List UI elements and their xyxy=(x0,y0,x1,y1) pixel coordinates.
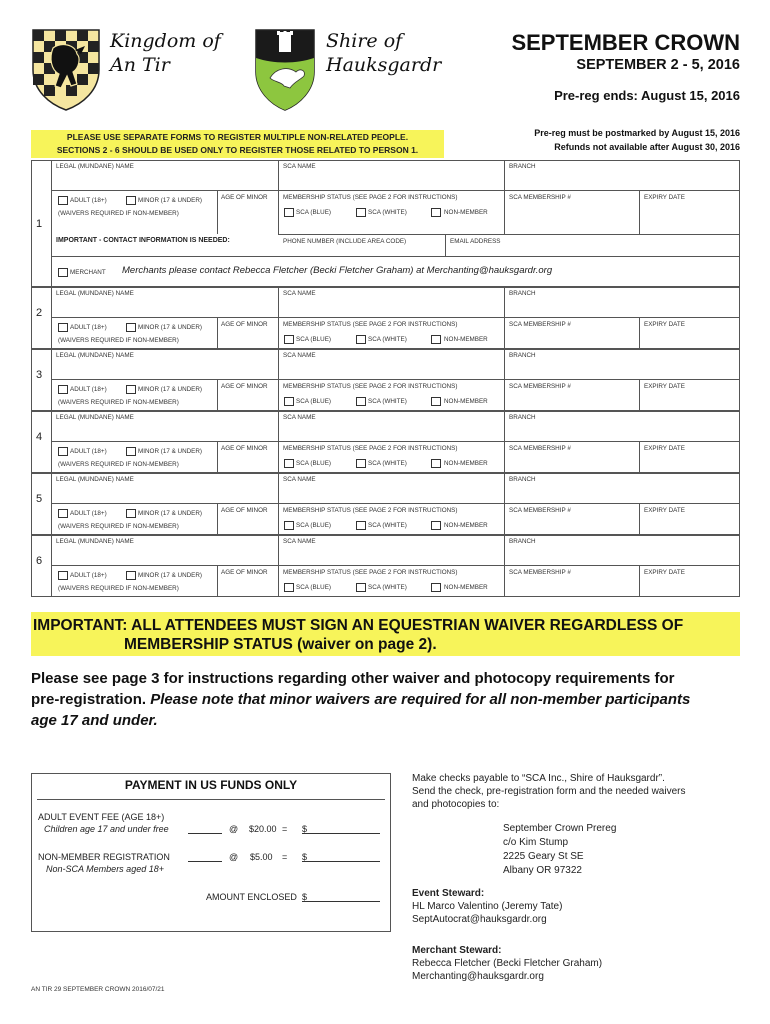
section-3-non-member-label: NON-MEMBER xyxy=(444,398,488,405)
section-4-expiry-divider xyxy=(639,442,640,473)
section-3-name-divider-2 xyxy=(504,349,505,379)
section-4-legal-name-label: LEGAL (MUNDANE) NAME xyxy=(56,414,134,421)
merchant-steward-email[interactable]: Merchanting@hauksgardr.org xyxy=(412,971,544,982)
section-2-age-of-minor-label: AGE OF MINOR xyxy=(221,321,268,328)
amount-enclosed-field[interactable] xyxy=(302,891,380,902)
section-5-sca-membership-no-label: SCA MEMBERSHIP # xyxy=(509,507,571,514)
shire-title-line-1: Shire of xyxy=(326,30,403,52)
section-1-phone-label: PHONE NUMBER (INCLUDE AREA CODE) xyxy=(283,238,407,245)
check-instructions xyxy=(412,772,732,811)
check-instructions-line-3: and photocopies to: xyxy=(412,799,500,810)
section-1-legal-name-label: LEGAL (MUNDANE) NAME xyxy=(56,163,134,170)
address-line-3: 2225 Geary St SE xyxy=(503,851,584,862)
nonmember-label: NON-MEMBER REGISTRATION xyxy=(38,852,170,862)
section-5-expiry-divider xyxy=(639,504,640,535)
section-4-number-divider xyxy=(51,411,52,473)
section-1-branch-label: BRANCH xyxy=(509,163,536,170)
section-2-non-member-label: NON-MEMBER xyxy=(444,336,488,343)
section-2-adult-checkbox[interactable] xyxy=(58,323,68,332)
section-1-sca-blue-label: SCA (BLUE) xyxy=(296,209,331,216)
section-4-sca-blue-checkbox[interactable] xyxy=(284,459,294,468)
section-1-phone-divider xyxy=(445,234,446,256)
section-5-age-of-minor-label: AGE OF MINOR xyxy=(221,507,268,514)
adult-at: @ xyxy=(229,824,239,834)
section-6-sca-blue-label: SCA (BLUE) xyxy=(296,584,331,591)
section-2-age-divider-left xyxy=(217,318,218,349)
section-6-legal-name-label: LEGAL (MUNDANE) NAME xyxy=(56,538,134,545)
section-5-expiry-label: EXPIRY DATE xyxy=(644,507,685,514)
section-1-age-of-minor-label: AGE OF MINOR xyxy=(221,194,268,201)
section-4-age-of-minor-label: AGE OF MINOR xyxy=(221,445,268,452)
section-3-number: 3 xyxy=(36,369,43,381)
adult-qty-field[interactable] xyxy=(188,823,222,834)
section-6-age-of-minor-label: AGE OF MINOR xyxy=(221,569,268,576)
section-3-sca-blue-label: SCA (BLUE) xyxy=(296,398,331,405)
separate-forms-notice xyxy=(31,130,444,158)
section-2-minor-label: MINOR (17 & UNDER) xyxy=(138,324,203,331)
page3-note-line-3: age 17 and under. xyxy=(31,712,158,729)
section-6-sca-blue-checkbox[interactable] xyxy=(284,583,294,592)
section-3-membership-divider xyxy=(504,380,505,411)
section-1-sca-white-label: SCA (WHITE) xyxy=(368,209,407,216)
section-6-branch-label: BRANCH xyxy=(509,538,536,545)
nonmember-dollar: $ xyxy=(302,852,308,862)
section-4-membership-label: MEMBERSHIP STATUS (SEE PAGE 2 FOR INSTRUCTIONS) xyxy=(283,445,458,452)
section-1-waivers-label: (WAIVERS REQUIRED IF NON-MEMBER) xyxy=(58,210,179,217)
section-6-name-divider-1 xyxy=(278,535,279,565)
shire-title-line-2: Hauksgardr xyxy=(326,54,442,76)
section-4-age-divider-left xyxy=(217,442,218,473)
section-6-expiry-divider xyxy=(639,566,640,597)
footer: AN TIR 29 SEPTEMBER CROWN 2016/07/21 xyxy=(31,986,165,993)
section-1-name-divider-1 xyxy=(278,160,279,190)
section-1-contact-row-top xyxy=(278,234,740,235)
section-3-branch-label: BRANCH xyxy=(509,352,536,359)
section-1-email-label: EMAIL ADDRESS xyxy=(450,238,501,245)
section-3-expiry-label: EXPIRY DATE xyxy=(644,383,685,390)
section-3-sca-membership-no-label: SCA MEMBERSHIP # xyxy=(509,383,571,390)
section-2-minor-checkbox[interactable] xyxy=(126,323,136,332)
section-2-expiry-label: EXPIRY DATE xyxy=(644,321,685,328)
section-2-sca-white-checkbox[interactable] xyxy=(356,335,366,344)
merchant-steward-label: Merchant Steward: xyxy=(412,945,502,956)
section-4-sca-white-checkbox[interactable] xyxy=(356,459,366,468)
amount-enclosed-dollar: $ xyxy=(302,892,308,902)
section-5-sca-blue-label: SCA (BLUE) xyxy=(296,522,331,529)
section-1-non-member-checkbox[interactable] xyxy=(431,208,441,217)
section-5-number: 5 xyxy=(36,493,43,505)
section-6-name-row-bottom xyxy=(51,565,740,566)
section-6-sca-white-label: SCA (WHITE) xyxy=(368,584,407,591)
nonmember-at: @ xyxy=(229,852,239,862)
payment-title-divider xyxy=(37,799,385,800)
section-6-adult-label: ADULT (18+) xyxy=(70,572,107,579)
section-3-name-row-bottom xyxy=(51,379,740,380)
section-3-sca-blue-checkbox[interactable] xyxy=(284,397,294,406)
page3-note-line-2b: Please note that minor waivers are required for all non-member participants xyxy=(150,691,691,708)
section-2-non-member-checkbox[interactable] xyxy=(431,335,441,344)
section-3-number-divider xyxy=(51,349,52,411)
section-6-expiry-label: EXPIRY DATE xyxy=(644,569,685,576)
section-1-minor-checkbox[interactable] xyxy=(126,196,136,205)
address-line-2: c/o Kim Stump xyxy=(503,837,569,848)
page3-note-line-2a: pre-registration. xyxy=(31,691,151,708)
section-2-legal-name-label: LEGAL (MUNDANE) NAME xyxy=(56,290,134,297)
section-6-number-divider xyxy=(51,535,52,597)
section-6-adult-checkbox[interactable] xyxy=(58,571,68,580)
section-3-minor-label: MINOR (17 & UNDER) xyxy=(138,386,203,393)
section-5-number-divider xyxy=(51,473,52,535)
section-1-adult-checkbox[interactable] xyxy=(58,196,68,205)
section-4-name-row-bottom xyxy=(51,441,740,442)
section-5-name-divider-2 xyxy=(504,473,505,503)
section-5-age-divider-right xyxy=(278,504,279,535)
section-3-adult-checkbox[interactable] xyxy=(58,385,68,394)
section-1-merchant-checkbox[interactable] xyxy=(58,268,68,277)
section-6-minor-label: MINOR (17 & UNDER) xyxy=(138,572,203,579)
adult-fee-label: ADULT EVENT FEE (AGE 18+) xyxy=(38,812,165,822)
postmark-note: Pre-reg must be postmarked by August 15, 2016 xyxy=(534,128,740,138)
section-2-sca-name-label: SCA NAME xyxy=(283,290,316,297)
hauksgardr-shield-icon xyxy=(254,28,316,112)
section-3-legal-name-label: LEGAL (MUNDANE) NAME xyxy=(56,352,134,359)
nonmember-qty-field[interactable] xyxy=(188,851,222,862)
section-6-non-member-checkbox[interactable] xyxy=(431,583,441,592)
section-1-adult-label: ADULT (18+) xyxy=(70,197,107,204)
section-6-age-divider-right xyxy=(278,566,279,597)
section-3-name-divider-1 xyxy=(278,349,279,379)
section-2-sca-blue-checkbox[interactable] xyxy=(284,335,294,344)
an-tir-shield-icon xyxy=(31,28,101,112)
section-2-sca-white-label: SCA (WHITE) xyxy=(368,336,407,343)
nonmember-equals: = xyxy=(282,852,288,862)
section-4-non-member-label: NON-MEMBER xyxy=(444,460,488,467)
section-5-name-row-bottom xyxy=(51,503,740,504)
section-4-branch-label: BRANCH xyxy=(509,414,536,421)
section-1-number: 1 xyxy=(36,218,43,230)
section-3-expiry-divider xyxy=(639,380,640,411)
section-3-waivers-label: (WAIVERS REQUIRED IF NON-MEMBER) xyxy=(58,399,179,406)
section-5-non-member-checkbox[interactable] xyxy=(431,521,441,530)
nonmember-sub: Non-SCA Members aged 18+ xyxy=(46,864,164,874)
page3-note-line-1: Please see page 3 for instructions regarding other waiver and photocopy requirements for xyxy=(31,670,675,687)
section-2-number-divider xyxy=(51,287,52,349)
section-4-expiry-label: EXPIRY DATE xyxy=(644,445,685,452)
section-5-sca-white-checkbox[interactable] xyxy=(356,521,366,530)
section-6-membership-label: MEMBERSHIP STATUS (SEE PAGE 2 FOR INSTRUCTIONS) xyxy=(283,569,458,576)
section-4-minor-label: MINOR (17 & UNDER) xyxy=(138,448,203,455)
section-3-minor-checkbox[interactable] xyxy=(126,385,136,394)
event-title: SEPTEMBER CROWN xyxy=(511,30,740,55)
section-5-sca-white-label: SCA (WHITE) xyxy=(368,522,407,529)
adult-total-field[interactable] xyxy=(302,823,380,834)
section-1-name-divider-2 xyxy=(504,160,505,190)
section-1-membership-divider xyxy=(504,191,505,234)
kingdom-title-line-2: An Tir xyxy=(110,54,170,76)
refund-note: Refunds not available after August 30, 2016 xyxy=(554,142,740,152)
section-2-name-divider-2 xyxy=(504,287,505,317)
section-1-expiry-divider xyxy=(639,191,640,234)
adult-dollar: $ xyxy=(302,824,308,834)
section-2-membership-label: MEMBERSHIP STATUS (SEE PAGE 2 FOR INSTRUCTIONS) xyxy=(283,321,458,328)
section-1-minor-label: MINOR (17 & UNDER) xyxy=(138,197,203,204)
event-dates: SEPTEMBER 2 - 5, 2016 xyxy=(576,57,740,73)
check-instructions-line-1: Make checks payable to “SCA Inc., Shire of Hauksgardr”. xyxy=(412,773,665,784)
section-2-expiry-divider xyxy=(639,318,640,349)
section-1-age-divider-left xyxy=(217,191,218,234)
section-2-name-divider-1 xyxy=(278,287,279,317)
section-5-name-divider-1 xyxy=(278,473,279,503)
section-5-sca-blue-checkbox[interactable] xyxy=(284,521,294,530)
section-4-adult-label: ADULT (18+) xyxy=(70,448,107,455)
section-1-sca-blue-checkbox[interactable] xyxy=(284,208,294,217)
section-2-number: 2 xyxy=(36,307,43,319)
section-1-sca-white-checkbox[interactable] xyxy=(356,208,366,217)
section-6-age-divider-left xyxy=(217,566,218,597)
separate-forms-line-1: PLEASE USE SEPARATE FORMS TO REGISTER MULTIPLE NON-RELATED PEOPLE. xyxy=(66,132,409,142)
section-6-number: 6 xyxy=(36,555,43,567)
section-5-minor-label: MINOR (17 & UNDER) xyxy=(138,510,203,517)
section-3-age-divider-right xyxy=(278,380,279,411)
section-3-sca-white-checkbox[interactable] xyxy=(356,397,366,406)
section-1-merchant-label: MERCHANT xyxy=(70,269,106,276)
section-4-sca-blue-label: SCA (BLUE) xyxy=(296,460,331,467)
section-2-adult-label: ADULT (18+) xyxy=(70,324,107,331)
separate-forms-line-2: SECTIONS 2 - 6 SHOULD BE USED ONLY TO REGISTER THOSE RELATED TO PERSON 1. xyxy=(56,145,419,155)
section-5-legal-name-label: LEGAL (MUNDANE) NAME xyxy=(56,476,134,483)
section-3-sca-white-label: SCA (WHITE) xyxy=(368,398,407,405)
section-6-sca-membership-no-label: SCA MEMBERSHIP # xyxy=(509,569,571,576)
check-instructions-line-2: Send the check, pre-registration form and the needed waivers xyxy=(412,786,686,797)
amount-enclosed-label: AMOUNT ENCLOSED xyxy=(206,892,297,902)
section-2-waivers-label: (WAIVERS REQUIRED IF NON-MEMBER) xyxy=(58,337,179,344)
section-6-minor-checkbox[interactable] xyxy=(126,571,136,580)
section-4-sca-membership-no-label: SCA MEMBERSHIP # xyxy=(509,445,571,452)
adult-fee-sub: Children age 17 and under free xyxy=(44,824,169,834)
nonmember-price: $5.00 xyxy=(250,852,273,862)
section-4-membership-divider xyxy=(504,442,505,473)
section-3-sca-name-label: SCA NAME xyxy=(283,352,316,359)
address-line-1: September Crown Prereg xyxy=(503,823,617,834)
section-1-sca-membership-no-label: SCA MEMBERSHIP # xyxy=(509,194,571,201)
section-4-sca-white-label: SCA (WHITE) xyxy=(368,460,407,467)
address-line-4: Albany OR 97322 xyxy=(503,865,582,876)
adult-equals: = xyxy=(282,824,288,834)
section-5-waivers-label: (WAIVERS REQUIRED IF NON-MEMBER) xyxy=(58,523,179,530)
section-1-merchant-row-top xyxy=(51,256,740,257)
section-3-age-of-minor-label: AGE OF MINOR xyxy=(221,383,268,390)
section-2-sca-membership-no-label: SCA MEMBERSHIP # xyxy=(509,321,571,328)
waiver-banner xyxy=(31,612,740,656)
section-5-adult-checkbox[interactable] xyxy=(58,509,68,518)
section-1-membership-label: MEMBERSHIP STATUS (SEE PAGE 2 FOR INSTRUCTIONS) xyxy=(283,194,458,201)
mailing-address xyxy=(503,822,616,878)
section-5-membership-label: MEMBERSHIP STATUS (SEE PAGE 2 FOR INSTRUCTIONS) xyxy=(283,507,458,514)
section-5-adult-label: ADULT (18+) xyxy=(70,510,107,517)
section-1-merchant-note: Merchants please contact Rebecca Fletcher (Becki Fletcher Graham) at Merchanting@hauksgardr.org xyxy=(122,265,553,276)
section-3-adult-label: ADULT (18+) xyxy=(70,386,107,393)
section-1-expiry-label: EXPIRY DATE xyxy=(644,194,685,201)
section-5-age-divider-left xyxy=(217,504,218,535)
waiver-banner-line-1: IMPORTANT: ALL ATTENDEES MUST SIGN AN EQUESTRIAN WAIVER REGARDLESS OF xyxy=(33,617,684,634)
section-1-contact-needed-label: IMPORTANT - CONTACT INFORMATION IS NEEDED: xyxy=(56,237,230,244)
section-2-membership-divider xyxy=(504,318,505,349)
section-4-sca-name-label: SCA NAME xyxy=(283,414,316,421)
section-2-branch-label: BRANCH xyxy=(509,290,536,297)
section-6-non-member-label: NON-MEMBER xyxy=(444,584,488,591)
section-3-non-member-checkbox[interactable] xyxy=(431,397,441,406)
section-4-waivers-label: (WAIVERS REQUIRED IF NON-MEMBER) xyxy=(58,461,179,468)
section-5-non-member-label: NON-MEMBER xyxy=(444,522,488,529)
section-5-sca-name-label: SCA NAME xyxy=(283,476,316,483)
section-5-branch-label: BRANCH xyxy=(509,476,536,483)
kingdom-title-line-1: Kingdom of xyxy=(110,30,221,52)
merchant-steward-name: Rebecca Fletcher (Becki Fletcher Graham) xyxy=(412,958,603,969)
section-5-minor-checkbox[interactable] xyxy=(126,509,136,518)
section-6-name-divider-2 xyxy=(504,535,505,565)
section-1-age-divider-right xyxy=(278,191,279,234)
prereg-ends: Pre-reg ends: August 15, 2016 xyxy=(554,88,740,103)
section-4-non-member-checkbox[interactable] xyxy=(431,459,441,468)
event-steward-label: Event Steward: xyxy=(412,888,485,899)
adult-price: $20.00 xyxy=(249,824,277,834)
section-2-name-row-bottom xyxy=(51,317,740,318)
section-6-membership-divider xyxy=(504,566,505,597)
section-6-sca-name-label: SCA NAME xyxy=(283,538,316,545)
event-steward xyxy=(412,887,562,926)
section-4-minor-checkbox[interactable] xyxy=(126,447,136,456)
section-1-name-row-bottom xyxy=(51,190,740,191)
section-3-age-divider-left xyxy=(217,380,218,411)
nonmember-total-field[interactable] xyxy=(302,851,380,862)
section-4-name-divider-1 xyxy=(278,411,279,441)
merchant-steward xyxy=(412,944,602,983)
section-4-name-divider-2 xyxy=(504,411,505,441)
section-4-adult-checkbox[interactable] xyxy=(58,447,68,456)
section-4-age-divider-right xyxy=(278,442,279,473)
page3-note xyxy=(31,668,743,731)
section-2-sca-blue-label: SCA (BLUE) xyxy=(296,336,331,343)
event-steward-email[interactable]: SeptAutocrat@hauksgardr.org xyxy=(412,914,547,925)
section-2-age-divider-right xyxy=(278,318,279,349)
event-steward-name: HL Marco Valentino (Jeremy Tate) xyxy=(412,901,563,912)
section-1-number-divider xyxy=(51,160,52,287)
waiver-banner-line-2: MEMBERSHIP STATUS (waiver on page 2). xyxy=(124,636,437,653)
section-1-non-member-label: NON-MEMBER xyxy=(444,209,488,216)
section-6-sca-white-checkbox[interactable] xyxy=(356,583,366,592)
section-4-number: 4 xyxy=(36,431,43,443)
section-1-sca-name-label: SCA NAME xyxy=(283,163,316,170)
section-6-waivers-label: (WAIVERS REQUIRED IF NON-MEMBER) xyxy=(58,585,179,592)
payment-title: PAYMENT IN US FUNDS ONLY xyxy=(124,778,298,792)
section-3-membership-label: MEMBERSHIP STATUS (SEE PAGE 2 FOR INSTRUCTIONS) xyxy=(283,383,458,390)
section-5-membership-divider xyxy=(504,504,505,535)
